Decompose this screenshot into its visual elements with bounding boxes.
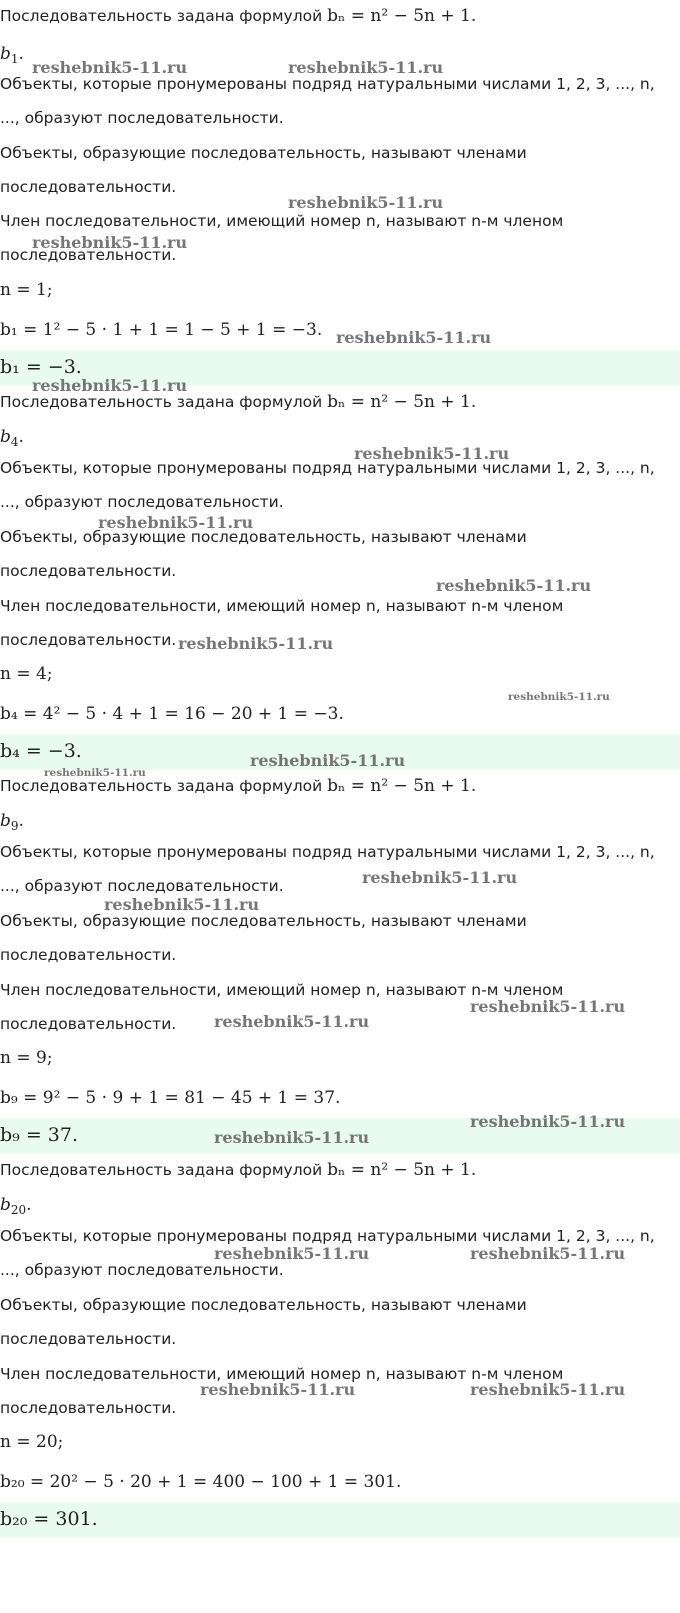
definition-line: Член последовательности, имеющий номер n, называют n-м членом bbox=[0, 981, 564, 999]
term-index: 20 bbox=[10, 1203, 27, 1217]
term-index: 9 bbox=[10, 819, 19, 833]
watermark: reshebnik5-11.ru bbox=[44, 767, 146, 779]
definition-line: последовательности. bbox=[0, 1330, 177, 1348]
definition-line: Член последовательности, имеющий номер n, называют n-м членом bbox=[0, 1365, 564, 1383]
definition-line: Объекты, образующие последовательность, называют членами bbox=[0, 528, 527, 546]
watermark: reshebnik5-11.ru bbox=[288, 193, 444, 212]
intro-text: Последовательность задана формулой bbox=[0, 777, 323, 795]
term-name: b bbox=[0, 811, 11, 831]
calculation: b₂₀ = 20² − 5 · 20 + 1 = 400 − 100 + 1 = 301. bbox=[0, 1472, 402, 1492]
definition-line: ..., образуют последовательности. bbox=[0, 493, 284, 511]
watermark: reshebnik5-11.ru bbox=[32, 376, 188, 395]
definition-line: последовательности. bbox=[0, 946, 177, 964]
term-name: b bbox=[0, 44, 11, 64]
definition-line: Объекты, которые пронумерованы подряд натуральными числами 1, 2, 3, ..., n, bbox=[0, 459, 655, 477]
intro-text: Последовательность задана формулой bbox=[0, 7, 323, 25]
definition-line: Член последовательности, имеющий номер n, называют n-м членом bbox=[0, 212, 564, 230]
definition-line: Объекты, образующие последовательность, называют членами bbox=[0, 144, 527, 162]
definition-line: Объекты, которые пронумерованы подряд натуральными числами 1, 2, 3, ..., n, bbox=[0, 843, 655, 861]
watermark: reshebnik5-11.ru bbox=[32, 233, 188, 252]
formula: bₙ = n² − 5n + 1. bbox=[327, 1160, 477, 1180]
watermark: reshebnik5-11.ru bbox=[470, 1112, 626, 1131]
watermark: reshebnik5-11.ru bbox=[214, 1244, 370, 1263]
n-value: n = 9; bbox=[0, 1048, 53, 1068]
formula: bₙ = n² − 5n + 1. bbox=[327, 6, 477, 26]
calculation: b₉ = 9² − 5 · 9 + 1 = 81 − 45 + 1 = 37. bbox=[0, 1088, 341, 1108]
intro-text: Последовательность задана формулой bbox=[0, 393, 323, 411]
definition-line: ..., образуют последовательности. bbox=[0, 1261, 284, 1279]
answer-text: b₂₀ = 301. bbox=[0, 1508, 98, 1530]
answer-box bbox=[0, 1502, 680, 1538]
definition-line: последовательности. bbox=[0, 562, 177, 580]
definition-line: последовательности. bbox=[0, 1015, 177, 1033]
calculation: b₄ = 4² − 5 · 4 + 1 = 16 − 20 + 1 = −3. bbox=[0, 704, 344, 724]
watermark: reshebnik5-11.ru bbox=[200, 1380, 356, 1399]
intro-text: Последовательность задана формулой bbox=[0, 1161, 323, 1179]
watermark: reshebnik5-11.ru bbox=[104, 895, 260, 914]
definition-line: Объекты, образующие последовательность, называют членами bbox=[0, 1296, 527, 1314]
definition-line: последовательности. bbox=[0, 178, 177, 196]
definition-line: Объекты, которые пронумерованы подряд натуральными числами 1, 2, 3, ..., n, bbox=[0, 1227, 655, 1245]
formula: bₙ = n² − 5n + 1. bbox=[327, 392, 477, 412]
definition-line: Объекты, образующие последовательность, называют членами bbox=[0, 912, 527, 930]
watermark: reshebnik5-11.ru bbox=[470, 997, 626, 1016]
n-value: n = 4; bbox=[0, 664, 53, 684]
definition-line: ..., образуют последовательности. bbox=[0, 109, 284, 127]
definition-line: Объекты, которые пронумерованы подряд натуральными числами 1, 2, 3, ..., n, bbox=[0, 75, 655, 93]
term-name: b bbox=[0, 427, 11, 447]
term-name: b bbox=[0, 1195, 11, 1215]
watermark: reshebnik5-11.ru bbox=[354, 444, 510, 463]
watermark: reshebnik5-11.ru bbox=[362, 868, 518, 887]
watermark: reshebnik5-11.ru bbox=[214, 1012, 370, 1031]
answer-text: b₁ = −3. bbox=[0, 356, 82, 378]
watermark: reshebnik5-11.ru bbox=[98, 513, 254, 532]
calculation: b₁ = 1² − 5 · 1 + 1 = 1 − 5 + 1 = −3. bbox=[0, 320, 323, 340]
watermark: reshebnik5-11.ru bbox=[250, 751, 406, 770]
n-value: n = 1; bbox=[0, 280, 53, 300]
watermark: reshebnik5-11.ru bbox=[336, 328, 492, 347]
term-index: 4 bbox=[10, 435, 19, 449]
definition-line: последовательности. bbox=[0, 631, 177, 649]
definition-line: последовательности. bbox=[0, 246, 177, 264]
definition-line: Член последовательности, имеющий номер n, называют n-м членом bbox=[0, 597, 564, 615]
watermark: reshebnik5-11.ru bbox=[288, 58, 444, 77]
watermark: reshebnik5-11.ru bbox=[508, 691, 610, 703]
watermark: reshebnik5-11.ru bbox=[436, 576, 592, 595]
n-value: n = 20; bbox=[0, 1432, 64, 1452]
formula: bₙ = n² − 5n + 1. bbox=[327, 776, 477, 796]
watermark: reshebnik5-11.ru bbox=[178, 634, 334, 653]
watermark: reshebnik5-11.ru bbox=[214, 1128, 370, 1147]
definition-line: последовательности. bbox=[0, 1399, 177, 1417]
watermark: reshebnik5-11.ru bbox=[470, 1380, 626, 1399]
answer-text: b₄ = −3. bbox=[0, 740, 82, 762]
answer-text: b₉ = 37. bbox=[0, 1124, 78, 1146]
term-index: 1 bbox=[10, 52, 19, 66]
watermark: reshebnik5-11.ru bbox=[470, 1244, 626, 1263]
definition-line: ..., образуют последовательности. bbox=[0, 877, 284, 895]
watermark: reshebnik5-11.ru bbox=[32, 58, 188, 77]
